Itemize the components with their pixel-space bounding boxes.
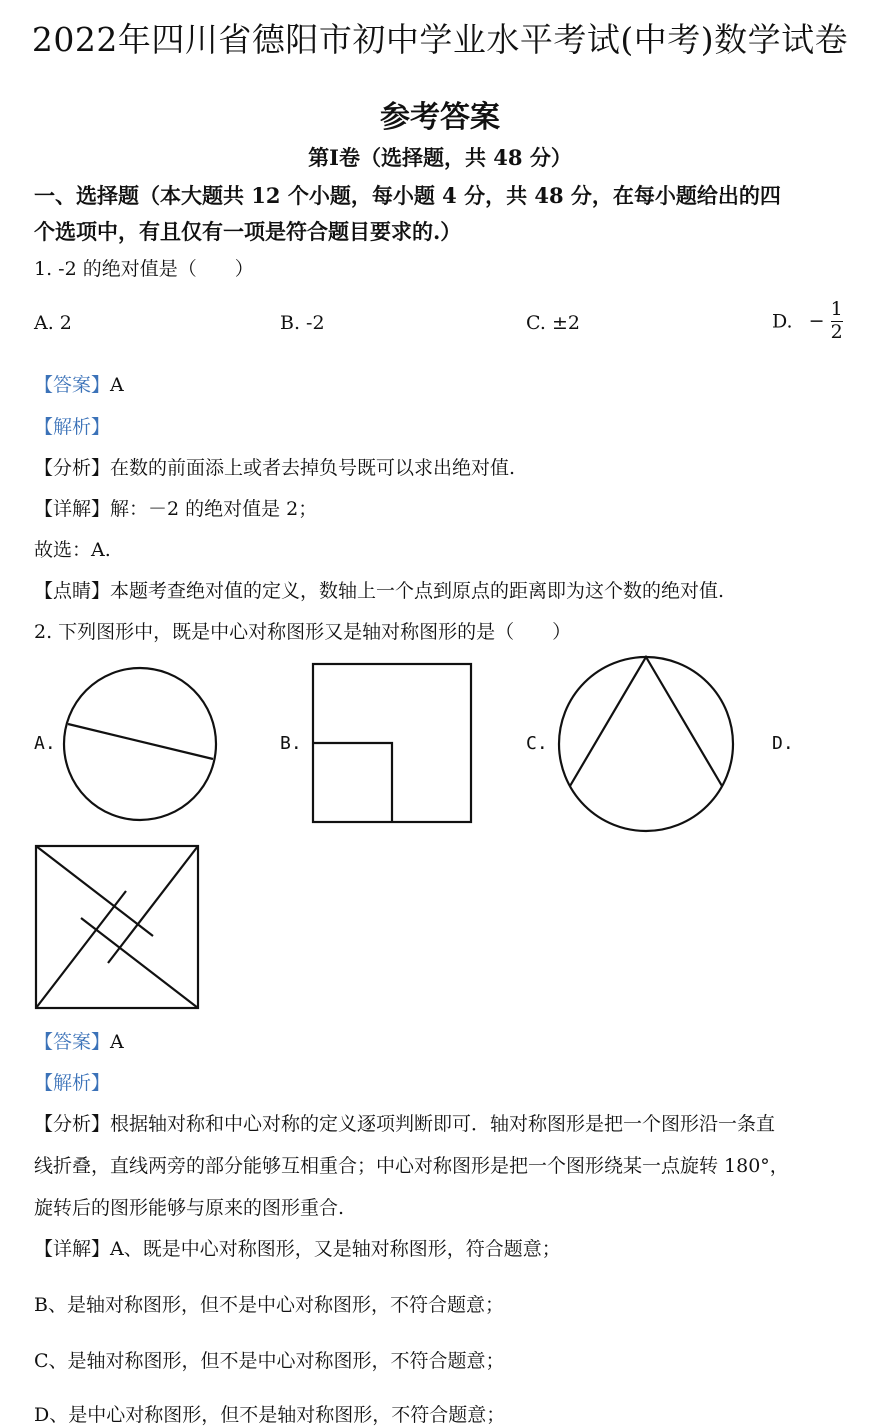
q1-analysis-tag: 【解析】 [34, 416, 111, 438]
q2-xiangjie-c: C、是轴对称图形，但不是中心对称图形，不符合题意； [34, 1350, 505, 1372]
q1-conclusion: 故选：A. [34, 539, 111, 561]
page-title: 2022年四川省德阳市初中学业水平考试(中考)数学试卷 [31, 20, 849, 59]
q1-option-b: B. -2 [280, 312, 325, 334]
q1-dianjing [34, 576, 724, 603]
answer-value: A [110, 1031, 124, 1053]
q2-label-d: D. [772, 733, 794, 754]
figure-b-nested-squares [312, 663, 472, 823]
answer-tag: 【答案】 [34, 1031, 111, 1053]
dianjing-tag: 【点睛】 [34, 580, 111, 602]
q2-xiangjie-b: B、是轴对称图形，但不是中心对称图形，不符合题意； [34, 1294, 504, 1316]
q2-label-b: B. [280, 733, 302, 754]
q2-label-a: A. [34, 733, 56, 754]
q1-option-d [772, 300, 843, 343]
fenxi-text: 在数的前面添上或者去掉负号既可以求出绝对值. [110, 457, 516, 479]
q2-stem: 2. 下列图形中，既是中心对称图形又是轴对称图形的是（ ） [34, 621, 572, 643]
q1-stem: 1. -2 的绝对值是（ ） [34, 258, 254, 280]
q1-option-a: A. 2 [34, 312, 72, 334]
q2-fenxi-line3: 旋转后的图形能够与原来的图形重合. [34, 1197, 345, 1219]
volume-heading: 第Ⅰ卷（选择题，共 48 分） [308, 145, 572, 170]
figure-d-pinwheel-square [35, 845, 199, 1009]
fraction-numerator: 1 [830, 298, 843, 320]
q2-analysis-tag: 【解析】 [34, 1072, 111, 1094]
q1-answer [34, 370, 124, 397]
q2-xiangjie-d: D、是中心对称图形，但不是轴对称图形，不符合题意； [34, 1404, 506, 1426]
q1-option-d-prefix: D. [772, 310, 793, 333]
fenxi-tag: 【分析】 [34, 457, 111, 479]
section-heading-line1: 一、选择题（本大题共 12 个小题，每小题 4 分，共 48 分，在每小题给出的四 [34, 183, 781, 208]
fenxi-text: 根据轴对称和中心对称的定义逐项判断即可．轴对称图形是把一个图形沿一条直 [110, 1113, 776, 1135]
section-heading-line2: 个选项中，有且仅有一项是符合题目要求的.） [34, 219, 462, 244]
q2-xiangjie-a [34, 1234, 561, 1261]
q1-option-c: C. ±2 [526, 312, 580, 334]
xiangjie-text: 解：－2 的绝对值是 2； [110, 498, 318, 520]
answer-tag: 【答案】 [34, 374, 111, 396]
q1-option-d-sign: − [808, 310, 825, 333]
answer-value: A [110, 374, 124, 396]
q2-answer [34, 1027, 124, 1054]
q2-label-c: C. [526, 733, 548, 754]
page-subtitle: 参考答案 [380, 100, 500, 135]
q1-option-d-fraction [831, 300, 843, 343]
fraction-denominator: 2 [830, 320, 843, 343]
fenxi-tag: 【分析】 [34, 1113, 111, 1135]
q1-fenxi [34, 453, 515, 480]
q2-fenxi-line1 [34, 1109, 775, 1136]
figure-c-circle-triangle [556, 654, 736, 834]
q1-xiangjie [34, 494, 317, 521]
xiangjie-tag: 【详解】 [34, 1238, 111, 1260]
xiangjie-tag: 【详解】 [34, 498, 111, 520]
figure-a-circle-chord [60, 664, 220, 824]
q2-fenxi-line2: 线折叠，直线两旁的部分能够互相重合；中心对称图形是把一个图形绕某一点旋转 180°， [34, 1155, 789, 1177]
dianjing-text: 本题考查绝对值的定义，数轴上一个点到原点的距离即为这个数的绝对值. [110, 580, 725, 602]
xiangjie-text: A、既是中心对称图形，又是轴对称图形，符合题意； [110, 1238, 561, 1260]
